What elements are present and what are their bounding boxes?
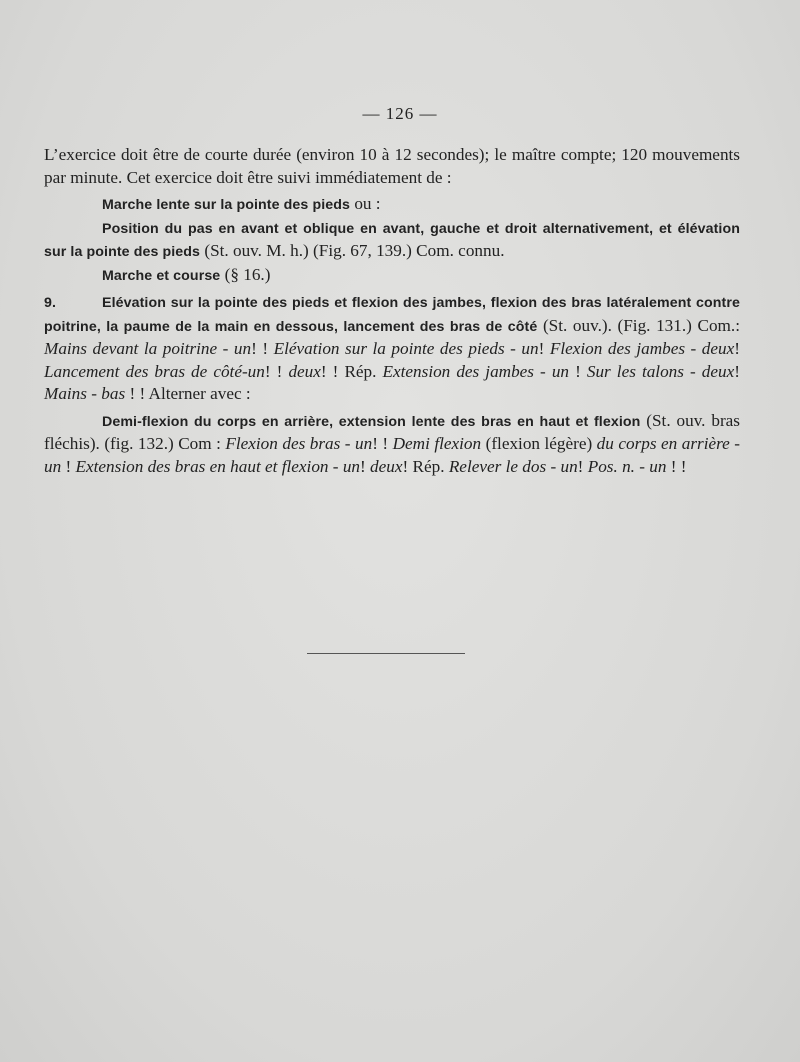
text-span: ! ! Alterner avec : xyxy=(125,384,251,403)
text-span: ! xyxy=(569,361,587,381)
command-text: Flexion des jambes - deux xyxy=(549,339,735,358)
paragraph-intro: L’exercice doit être de courte durée (environ 10 à 12 secondes); le maître compte; 120 mouvements par minute. Cet exercice doit être suivi immédiatement de : xyxy=(44,145,740,187)
exercise-title: Position du pas en avant et oblique en avant, gauche et droit alternativement, et élévation sur la pointe des pieds xyxy=(44,220,740,260)
page-number: — 126 — xyxy=(362,104,438,123)
command-text: Extension des jambes - un xyxy=(382,361,570,381)
command-text: deux xyxy=(288,361,321,381)
paragraph-position-pas xyxy=(44,217,740,264)
text-span: ! xyxy=(360,456,371,476)
text-span: ! xyxy=(538,339,550,358)
text-span: ! xyxy=(734,361,740,381)
section-divider xyxy=(307,653,465,654)
text-span: (§ 16.) xyxy=(220,264,271,284)
paragraph-demi-flexion xyxy=(44,410,740,479)
command-text: Demi flexion xyxy=(392,434,482,453)
command-text: Elévation sur la pointe des pieds - un xyxy=(273,339,539,358)
body-text xyxy=(44,144,740,478)
text-span: ! Rép. xyxy=(402,456,449,476)
text-span: (St. ouv. bras fléchis). (fig. 132.) Com : xyxy=(44,410,740,453)
command-text: Sur les talons - deux xyxy=(586,361,735,381)
text-span: ! xyxy=(734,339,740,358)
command-text: Pos. n. - un xyxy=(587,456,667,476)
text-span: ! xyxy=(577,456,588,476)
exercise-title: Demi-flexion du corps en arrière, extension lente des bras en haut et flexion xyxy=(102,413,641,430)
exercise-title: Elévation sur la pointe des pieds et flexion des jambes, flexion des bras latéralement contre poitrine, la paume de la main en dessous, lancement des bras de côté xyxy=(44,295,740,335)
paragraph-exercise-9 xyxy=(44,291,740,406)
text-span: ou : xyxy=(350,194,381,213)
text-span: ! ! Rép. xyxy=(320,361,383,381)
text-span: ! ! xyxy=(264,361,289,381)
command-text: Relever le dos - un xyxy=(448,456,578,476)
exercise-title: Marche et course xyxy=(102,267,221,284)
command-text: Lancement des bras de côté-un xyxy=(44,361,265,381)
text-span: ! ! xyxy=(372,434,393,453)
text-span: ! ! xyxy=(666,456,687,476)
command-text: Mains - bas xyxy=(44,384,126,403)
text-span: (flexion légère) xyxy=(481,434,597,453)
text-span: (St. ouv. M. h.) (Fig. 67, 139.) Com. connu. xyxy=(200,241,505,260)
text-span: ! ! xyxy=(251,339,274,358)
paragraph-marche-lente xyxy=(44,193,740,217)
command-text: deux xyxy=(370,456,403,476)
command-text: Extension des bras en haut et flexion - un xyxy=(75,456,361,476)
command-text: du corps en arrière - un xyxy=(44,434,740,476)
text-span: ! xyxy=(61,456,76,476)
command-text: Mains devant la poitrine - un xyxy=(44,339,252,358)
paragraph-marche-course xyxy=(44,264,740,288)
command-text: Flexion des bras - un xyxy=(225,434,373,453)
exercise-number: 9. xyxy=(44,295,57,311)
text-span: (St. ouv.). (Fig. 131.) Com.: xyxy=(537,315,740,335)
exercise-title: Marche lente sur la pointe des pieds xyxy=(102,197,351,213)
